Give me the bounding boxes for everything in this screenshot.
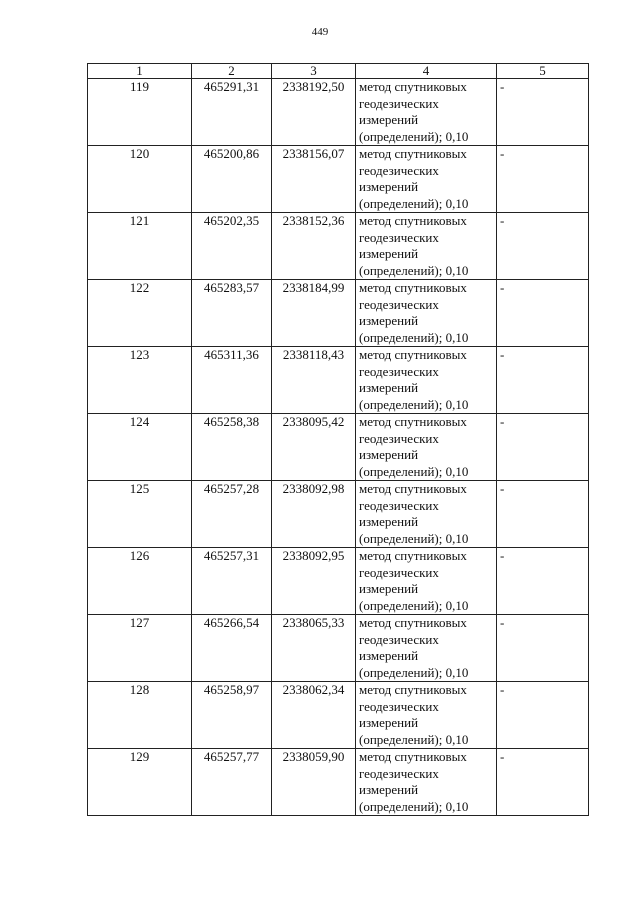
column-header-2: 2 bbox=[192, 64, 272, 79]
point-number-cell: 120 bbox=[88, 146, 192, 213]
x-coordinate-cell: 465202,35 bbox=[192, 213, 272, 280]
method-line: (определений); 0,10 bbox=[359, 329, 469, 345]
method-line: измерений bbox=[359, 514, 419, 529]
note-cell: - bbox=[497, 481, 589, 548]
method-line: (определений); 0,10 bbox=[359, 195, 469, 211]
method-line: измерений bbox=[359, 715, 419, 730]
table-row bbox=[88, 615, 589, 682]
method-line: метод спутниковых bbox=[359, 146, 467, 161]
method-line: геодезических bbox=[359, 229, 439, 245]
method-line: (определений); 0,10 bbox=[359, 262, 469, 278]
method-line: геодезических bbox=[359, 765, 439, 781]
note-cell: - bbox=[497, 280, 589, 347]
note-cell: - bbox=[497, 213, 589, 280]
note-cell: - bbox=[497, 749, 589, 816]
table-row bbox=[88, 749, 589, 816]
method-line: геодезических bbox=[359, 497, 439, 513]
x-coordinate-cell: 465258,97 bbox=[192, 682, 272, 749]
method-line: измерений bbox=[359, 782, 419, 797]
method-line: метод спутниковых bbox=[359, 615, 467, 630]
method-line: измерений bbox=[359, 380, 419, 395]
method-line: измерений bbox=[359, 179, 419, 194]
y-coordinate-cell: 2338065,33 bbox=[272, 615, 356, 682]
method-line: метод спутниковых bbox=[359, 280, 467, 295]
method-line: геодезических bbox=[359, 95, 439, 111]
note-cell: - bbox=[497, 414, 589, 481]
note-cell: - bbox=[497, 79, 589, 146]
table-row bbox=[88, 146, 589, 213]
method-cell bbox=[356, 79, 497, 146]
column-header-1: 1 bbox=[88, 64, 192, 79]
note-cell: - bbox=[497, 548, 589, 615]
method-line: (определений); 0,10 bbox=[359, 597, 469, 613]
x-coordinate-cell: 465266,54 bbox=[192, 615, 272, 682]
table-body bbox=[88, 79, 589, 816]
y-coordinate-cell: 2338062,34 bbox=[272, 682, 356, 749]
point-number-cell: 123 bbox=[88, 347, 192, 414]
table-row bbox=[88, 79, 589, 146]
method-cell bbox=[356, 347, 497, 414]
x-coordinate-cell: 465257,31 bbox=[192, 548, 272, 615]
method-line: измерений bbox=[359, 313, 419, 328]
x-coordinate-cell: 465291,31 bbox=[192, 79, 272, 146]
point-number-cell: 129 bbox=[88, 749, 192, 816]
method-cell bbox=[356, 414, 497, 481]
x-coordinate-cell: 465311,36 bbox=[192, 347, 272, 414]
note-cell: - bbox=[497, 682, 589, 749]
x-coordinate-cell: 465258,38 bbox=[192, 414, 272, 481]
method-line: метод спутниковых bbox=[359, 79, 467, 94]
y-coordinate-cell: 2338184,99 bbox=[272, 280, 356, 347]
table-row bbox=[88, 481, 589, 548]
method-cell bbox=[356, 280, 497, 347]
method-line: геодезических bbox=[359, 430, 439, 446]
method-line: (определений); 0,10 bbox=[359, 798, 469, 814]
note-cell: - bbox=[497, 615, 589, 682]
table-row bbox=[88, 347, 589, 414]
method-line: измерений bbox=[359, 581, 419, 596]
method-line: метод спутниковых bbox=[359, 481, 467, 496]
method-line: (определений); 0,10 bbox=[359, 463, 469, 479]
column-header-3: 3 bbox=[272, 64, 356, 79]
point-number-cell: 126 bbox=[88, 548, 192, 615]
method-line: геодезических bbox=[359, 296, 439, 312]
table-row bbox=[88, 280, 589, 347]
x-coordinate-cell: 465257,28 bbox=[192, 481, 272, 548]
method-line: метод спутниковых bbox=[359, 682, 467, 697]
point-number-cell: 122 bbox=[88, 280, 192, 347]
method-cell bbox=[356, 146, 497, 213]
method-line: измерений bbox=[359, 648, 419, 663]
point-number-cell: 124 bbox=[88, 414, 192, 481]
column-header-5: 5 bbox=[497, 64, 589, 79]
table-row bbox=[88, 682, 589, 749]
table-row bbox=[88, 213, 589, 280]
y-coordinate-cell: 2338192,50 bbox=[272, 79, 356, 146]
y-coordinate-cell: 2338152,36 bbox=[272, 213, 356, 280]
y-coordinate-cell: 2338156,07 bbox=[272, 146, 356, 213]
y-coordinate-cell: 2338092,98 bbox=[272, 481, 356, 548]
method-line: измерений bbox=[359, 447, 419, 462]
method-line: геодезических bbox=[359, 162, 439, 178]
y-coordinate-cell: 2338092,95 bbox=[272, 548, 356, 615]
x-coordinate-cell: 465283,57 bbox=[192, 280, 272, 347]
table-header-row bbox=[88, 64, 589, 79]
method-line: метод спутниковых bbox=[359, 548, 467, 563]
method-cell bbox=[356, 548, 497, 615]
method-line: метод спутниковых bbox=[359, 749, 467, 764]
method-line: метод спутниковых bbox=[359, 347, 467, 362]
method-line: (определений); 0,10 bbox=[359, 731, 469, 747]
x-coordinate-cell: 465257,77 bbox=[192, 749, 272, 816]
point-number-cell: 119 bbox=[88, 79, 192, 146]
y-coordinate-cell: 2338095,42 bbox=[272, 414, 356, 481]
method-line: измерений bbox=[359, 246, 419, 261]
point-number-cell: 128 bbox=[88, 682, 192, 749]
column-header-4: 4 bbox=[356, 64, 497, 79]
method-cell bbox=[356, 749, 497, 816]
method-line: геодезических bbox=[359, 564, 439, 580]
method-line: геодезических bbox=[359, 631, 439, 647]
method-cell bbox=[356, 615, 497, 682]
page-number: 449 bbox=[311, 26, 329, 38]
method-cell bbox=[356, 682, 497, 749]
note-cell: - bbox=[497, 146, 589, 213]
method-cell bbox=[356, 213, 497, 280]
point-number-cell: 125 bbox=[88, 481, 192, 548]
method-line: (определений); 0,10 bbox=[359, 664, 469, 680]
method-line: (определений); 0,10 bbox=[359, 128, 469, 144]
method-line: (определений); 0,10 bbox=[359, 396, 469, 412]
y-coordinate-cell: 2338059,90 bbox=[272, 749, 356, 816]
table-row bbox=[88, 414, 589, 481]
method-line: метод спутниковых bbox=[359, 213, 467, 228]
point-number-cell: 121 bbox=[88, 213, 192, 280]
method-cell bbox=[356, 481, 497, 548]
y-coordinate-cell: 2338118,43 bbox=[272, 347, 356, 414]
method-line: (определений); 0,10 bbox=[359, 530, 469, 546]
x-coordinate-cell: 465200,86 bbox=[192, 146, 272, 213]
point-number-cell: 127 bbox=[88, 615, 192, 682]
method-line: измерений bbox=[359, 112, 419, 127]
method-line: геодезических bbox=[359, 363, 439, 379]
table-row bbox=[88, 548, 589, 615]
note-cell: - bbox=[497, 347, 589, 414]
method-line: геодезических bbox=[359, 698, 439, 714]
method-line: метод спутниковых bbox=[359, 414, 467, 429]
coordinates-table bbox=[87, 63, 589, 816]
